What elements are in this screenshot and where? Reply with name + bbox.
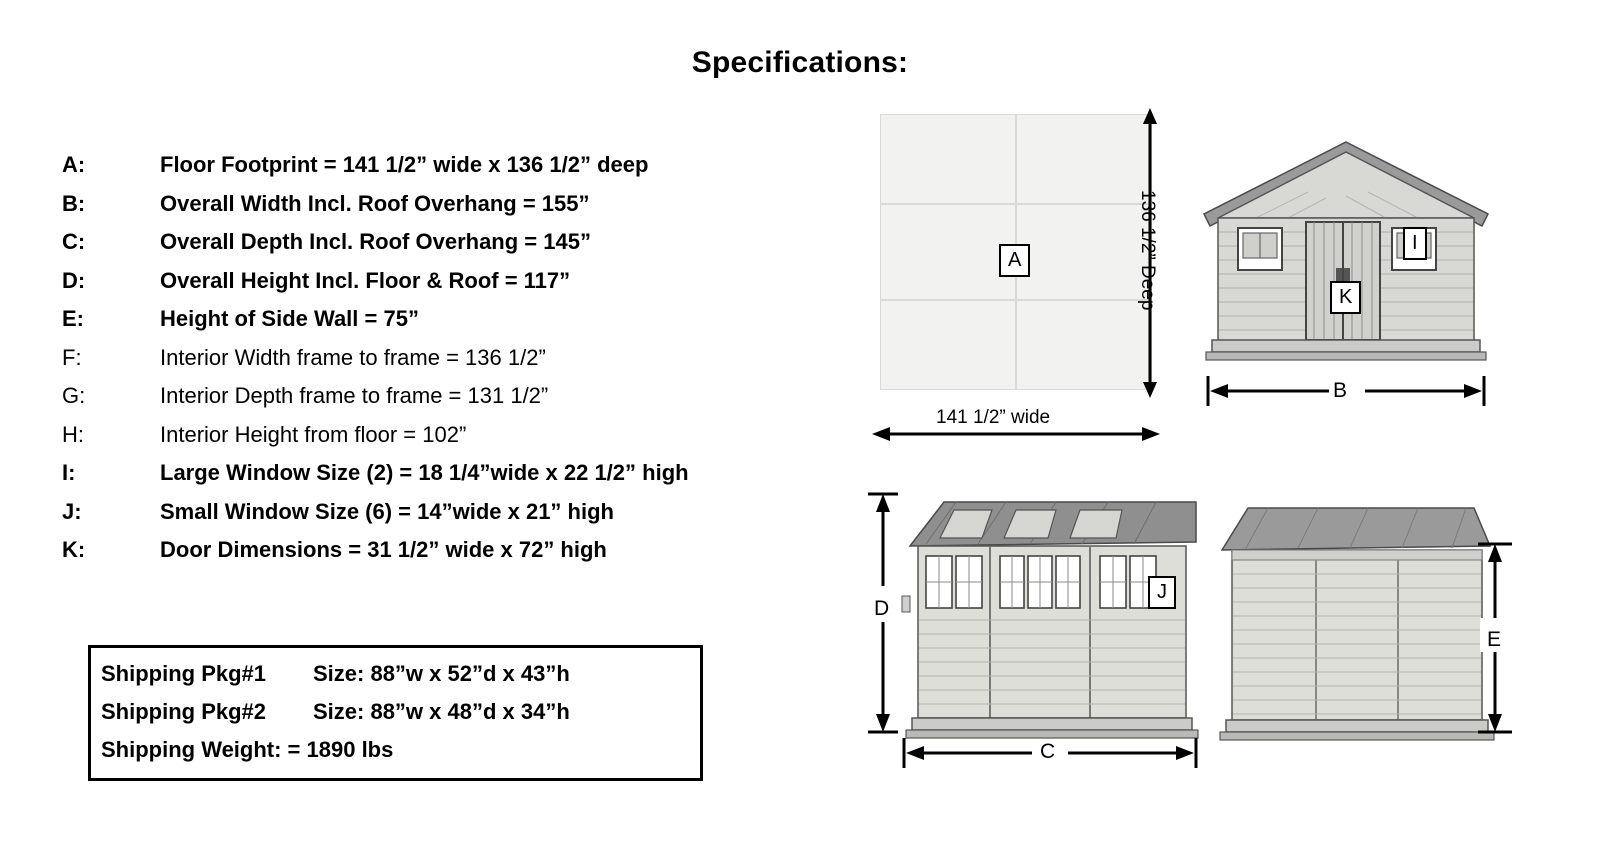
spec-row-g <box>62 383 862 422</box>
spec-key-e: E: <box>62 306 84 331</box>
front-width-label: B <box>1333 379 1348 402</box>
floor-plan-depth-label: 136 1/2” Deep <box>1137 190 1158 311</box>
shipping-row-3 <box>101 731 690 769</box>
spec-text-c: Overall Depth Incl. Roof Overhang = 145” <box>160 229 591 254</box>
floor-plan-width-label: 141 1/2” wide <box>936 407 1051 428</box>
shipping-pkg1-value: Size: 88”w x 52”d x 43”h <box>313 661 570 686</box>
floor-panel-3 <box>880 204 1016 300</box>
page-title-text: Specifications <box>691 46 898 79</box>
shipping-pkg2-value: Size: 88”w x 48”d x 34”h <box>313 699 570 724</box>
spec-key-j: J: <box>62 498 82 524</box>
spec-row-c <box>62 229 862 268</box>
spec-row-d <box>62 268 862 307</box>
spec-key-k: K: <box>62 537 86 562</box>
side-height-label: D <box>874 597 890 620</box>
floor-panel-1 <box>880 114 1016 204</box>
callout-j: J <box>1148 576 1176 609</box>
callout-k: K <box>1330 281 1361 314</box>
spec-row-k <box>62 537 862 576</box>
spec-row-j <box>62 499 862 538</box>
shipping-info-box <box>88 645 703 781</box>
shipping-row-1 <box>101 655 690 693</box>
side-depth-label: C <box>1040 740 1056 763</box>
back-elevation-drawing <box>1218 496 1498 756</box>
spec-key-b: B: <box>62 190 86 216</box>
spec-text-f: Interior Width frame to frame = 136 1/2” <box>160 344 546 370</box>
spec-text-b: Overall Width Incl. Roof Overhang = 155” <box>160 190 590 216</box>
shipping-row-2 <box>101 693 690 731</box>
shipping-pkg2-label: Shipping Pkg#2 <box>101 699 267 724</box>
spec-text-j: Small Window Size (6) = 14”wide x 21” high <box>160 498 614 524</box>
spec-row-i <box>62 460 862 499</box>
spec-list <box>62 152 862 576</box>
spec-row-b <box>62 191 862 230</box>
spec-text-g: Interior Depth frame to frame = 131 1/2” <box>160 383 549 408</box>
spec-text-k: Door Dimensions = 31 1/2” wide x 72” high <box>160 537 607 562</box>
spec-key-i: I: <box>62 460 76 485</box>
floor-panel-5 <box>880 300 1016 390</box>
shipping-pkg1-label: Shipping Pkg#1 <box>101 661 267 686</box>
front-elevation-drawing <box>1196 140 1496 380</box>
spec-row-f <box>62 345 862 384</box>
spec-row-a <box>62 152 862 191</box>
spec-text-i: Large Window Size (2) = 18 1/4”wide x 22 1/2” high <box>160 460 689 485</box>
spec-text-a: Floor Footprint = 141 1/2” wide x 136 1/2” deep <box>160 152 649 177</box>
callout-i: I <box>1403 227 1427 260</box>
back-height-label: E <box>1487 628 1502 651</box>
callout-a: A <box>999 244 1030 277</box>
spec-key-h: H: <box>62 421 84 447</box>
spec-text-e: Height of Side Wall = 75” <box>160 306 419 331</box>
side-elevation-drawing <box>896 484 1206 754</box>
shipping-weight-label: Shipping Weight: = 1890 lbs <box>101 737 394 762</box>
spec-key-a: A: <box>62 152 86 177</box>
spec-text-h: Interior Height from floor = 102” <box>160 421 467 447</box>
spec-key-c: C: <box>62 229 86 254</box>
spec-row-h <box>62 422 862 461</box>
page-title-colon: : <box>898 46 909 79</box>
spec-key-d: D: <box>62 267 86 293</box>
spec-row-e <box>62 306 862 345</box>
spec-text-d: Overall Height Incl. Floor & Roof = 117” <box>160 267 571 293</box>
spec-key-g: G: <box>62 383 86 408</box>
spec-key-f: F: <box>62 344 82 370</box>
page-title <box>0 46 1600 80</box>
